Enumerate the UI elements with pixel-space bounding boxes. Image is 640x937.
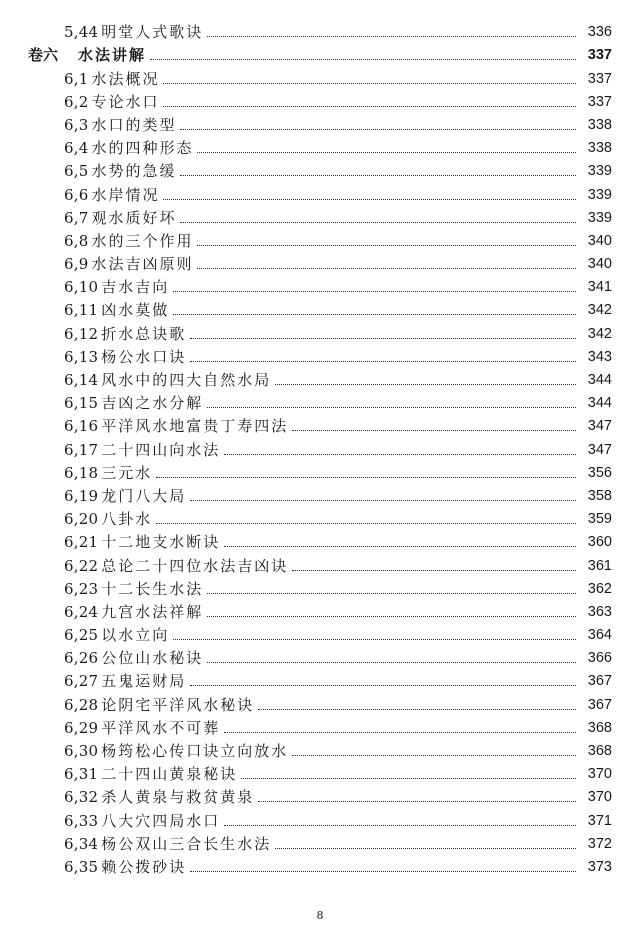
toc-entry-title: 杨公水口诀 bbox=[101, 347, 187, 366]
toc-entry-number: 6,17 bbox=[64, 440, 99, 459]
toc-entry-number: 6,14 bbox=[64, 371, 99, 389]
toc-entry-page: 370 bbox=[587, 766, 612, 783]
toc-entry-number: 6,2 bbox=[64, 92, 89, 111]
dot-leader bbox=[163, 82, 576, 84]
toc-entry-number: 6,11 bbox=[64, 301, 99, 320]
toc-section-entry bbox=[28, 18, 612, 41]
dot-leader bbox=[275, 847, 576, 849]
toc-section-entry bbox=[28, 528, 612, 551]
toc-entry-page: 336 bbox=[587, 24, 612, 41]
toc-section-entry bbox=[28, 667, 612, 690]
toc-entry-title: 公位山水秘诀 bbox=[101, 649, 204, 668]
toc-section-entry bbox=[28, 806, 612, 829]
toc-section-entry bbox=[28, 435, 612, 458]
toc-entry-title: 三元水 bbox=[101, 463, 153, 482]
toc-entry-page: 337 bbox=[587, 47, 612, 64]
toc-entry-page: 342 bbox=[587, 325, 612, 342]
toc-entry-number: 6,5 bbox=[64, 162, 89, 181]
toc-entry-page: 370 bbox=[587, 789, 612, 806]
page-number: 8 bbox=[316, 909, 324, 922]
dot-leader bbox=[207, 406, 576, 408]
toc-entry-number: 6,12 bbox=[64, 324, 99, 343]
toc-entry-number: 6,10 bbox=[64, 278, 99, 297]
toc-entry-number: 6,18 bbox=[64, 463, 99, 482]
toc-entry-page: 344 bbox=[587, 395, 612, 412]
toc-entry-page: 341 bbox=[587, 279, 612, 296]
toc-entry-page: 347 bbox=[587, 441, 612, 458]
toc-entry-number: 6,4 bbox=[64, 139, 89, 158]
toc-entry-title: 吉凶之水分解 bbox=[101, 394, 204, 413]
toc-entry-title: 以水立向 bbox=[101, 626, 170, 645]
toc-section-entry bbox=[28, 644, 612, 667]
dot-leader bbox=[207, 35, 576, 37]
toc-section-entry bbox=[28, 760, 612, 783]
toc-entry-page: 366 bbox=[587, 650, 612, 667]
dot-leader bbox=[173, 313, 576, 315]
toc-entry-title: 吉水吉向 bbox=[101, 278, 170, 297]
toc-section-entry bbox=[28, 180, 612, 203]
toc-entry-title: 龙门八大局 bbox=[101, 486, 187, 505]
dot-leader bbox=[292, 754, 576, 756]
toc-entry-title: 总论二十四位水法吉凶诀 bbox=[101, 556, 289, 575]
toc-entry-title: 水法概况 bbox=[91, 69, 160, 88]
dot-leader bbox=[224, 824, 576, 826]
toc-section-entry bbox=[28, 64, 612, 87]
toc-entry-title: 水口的类型 bbox=[91, 115, 177, 134]
toc-entry-page: 358 bbox=[587, 487, 612, 504]
toc-entry-page: 360 bbox=[587, 534, 612, 551]
toc-entry-number: 6,31 bbox=[64, 765, 99, 784]
toc-entry-title: 水的三个作用 bbox=[91, 231, 194, 250]
toc-entry-page: 337 bbox=[587, 93, 612, 110]
table-of-contents bbox=[28, 18, 612, 876]
dot-leader bbox=[173, 290, 576, 292]
dot-leader bbox=[224, 545, 576, 547]
dot-leader bbox=[190, 870, 576, 872]
toc-entry-title: 八卦水 bbox=[101, 510, 153, 529]
dot-leader bbox=[190, 684, 576, 686]
toc-entry-page: 347 bbox=[587, 418, 612, 435]
toc-entry-page: 359 bbox=[587, 511, 612, 528]
toc-entry-title: 二十四山向水法 bbox=[101, 440, 221, 459]
toc-entry-number: 卷六 bbox=[28, 46, 59, 65]
toc-section-entry bbox=[28, 598, 612, 621]
toc-section-entry bbox=[28, 505, 612, 528]
toc-entry-title: 明堂人式歌诀 bbox=[101, 23, 204, 42]
toc-section-entry bbox=[28, 319, 612, 342]
toc-entry-page: 363 bbox=[587, 603, 612, 620]
toc-entry-number: 6,27 bbox=[64, 672, 99, 691]
toc-entry-page: 362 bbox=[587, 580, 612, 597]
toc-section-entry bbox=[28, 690, 612, 713]
toc-entry-title: 水法吉凶原则 bbox=[91, 255, 194, 274]
toc-entry-number: 6,32 bbox=[64, 788, 99, 807]
toc-entry-title: 八大穴四局水口 bbox=[101, 811, 221, 830]
toc-section-entry bbox=[28, 134, 612, 157]
toc-entry-title: 观水质好坏 bbox=[91, 208, 177, 227]
toc-entry-page: 339 bbox=[587, 186, 612, 203]
toc-entry-number: 6,3 bbox=[64, 115, 89, 134]
toc-entry-page: 339 bbox=[587, 163, 612, 180]
toc-entry-title: 九宫水法祥解 bbox=[101, 602, 204, 621]
toc-section-entry bbox=[28, 88, 612, 111]
toc-entry-number: 6,16 bbox=[64, 417, 99, 436]
toc-entry-number: 6,33 bbox=[64, 811, 99, 830]
toc-entry-number: 6,20 bbox=[64, 510, 99, 529]
toc-section-entry bbox=[28, 366, 612, 389]
dot-leader bbox=[190, 337, 576, 339]
toc-entry-page: 339 bbox=[587, 209, 612, 226]
dot-leader bbox=[207, 615, 576, 617]
toc-entry-title: 杨筠松心传口诀立向放水 bbox=[101, 742, 289, 760]
toc-section-entry bbox=[28, 482, 612, 505]
toc-entry-page: 338 bbox=[587, 116, 612, 133]
toc-entry-title: 杨公双山三合长生水法 bbox=[101, 834, 272, 853]
toc-entry-page: 373 bbox=[587, 858, 612, 875]
toc-entry-page: 367 bbox=[587, 673, 612, 690]
toc-entry-title: 杀人黄泉与救贫黄泉 bbox=[101, 788, 255, 807]
toc-section-entry bbox=[28, 551, 612, 574]
toc-entry-number: 6,26 bbox=[64, 649, 99, 668]
toc-entry-page: 337 bbox=[587, 70, 612, 87]
toc-entry-number: 6,24 bbox=[64, 602, 99, 621]
toc-section-entry bbox=[28, 714, 612, 737]
toc-entry-page: 368 bbox=[587, 719, 612, 736]
dot-leader bbox=[156, 476, 576, 478]
toc-section-entry bbox=[28, 621, 612, 644]
dot-leader bbox=[150, 58, 576, 60]
toc-entry-number: 6,25 bbox=[64, 626, 99, 645]
toc-entry-page: 338 bbox=[587, 140, 612, 157]
toc-entry-number: 6,1 bbox=[64, 69, 89, 88]
toc-entry-number: 6,15 bbox=[64, 394, 99, 413]
toc-entry-page: 340 bbox=[587, 256, 612, 273]
toc-section-entry bbox=[28, 343, 612, 366]
dot-leader bbox=[224, 731, 576, 733]
toc-entry-page: 340 bbox=[587, 232, 612, 249]
toc-entry-page: 343 bbox=[587, 348, 612, 365]
dot-leader bbox=[224, 453, 576, 455]
dot-leader bbox=[180, 174, 576, 176]
toc-entry-page: 371 bbox=[587, 812, 612, 829]
toc-entry-number: 6,9 bbox=[64, 255, 89, 274]
toc-entry-title: 专论水口 bbox=[91, 92, 160, 111]
toc-entry-number: 6,34 bbox=[64, 834, 99, 853]
dot-leader bbox=[197, 151, 576, 153]
toc-section-entry bbox=[28, 459, 612, 482]
toc-section-entry bbox=[28, 830, 612, 853]
toc-entry-number: 6,7 bbox=[64, 208, 89, 227]
toc-entry-number: 6,13 bbox=[64, 347, 99, 366]
toc-entry-number: 6,30 bbox=[64, 742, 99, 760]
toc-entry-title: 风水中的四大自然水局 bbox=[101, 371, 272, 389]
dot-leader bbox=[207, 592, 576, 594]
toc-section-entry bbox=[28, 412, 612, 435]
dot-leader bbox=[258, 800, 576, 802]
toc-entry-title: 凶水莫做 bbox=[101, 301, 170, 320]
toc-entry-title: 十二长生水法 bbox=[101, 579, 204, 598]
dot-leader bbox=[258, 708, 576, 710]
toc-entry-title: 水岸情况 bbox=[91, 185, 160, 204]
dot-leader bbox=[163, 198, 576, 200]
toc-entry-number: 6,23 bbox=[64, 579, 99, 598]
dot-leader bbox=[156, 522, 576, 524]
toc-section-entry bbox=[28, 227, 612, 250]
toc-entry-number: 6,19 bbox=[64, 486, 99, 505]
toc-entry-title: 十二地支水断诀 bbox=[101, 533, 221, 552]
toc-section-entry bbox=[28, 273, 612, 296]
dot-leader bbox=[180, 221, 576, 223]
toc-section-entry bbox=[28, 783, 612, 806]
toc-section-entry bbox=[28, 575, 612, 598]
toc-entry-title: 五鬼运财局 bbox=[101, 672, 187, 691]
toc-entry-number: 6,6 bbox=[64, 185, 89, 204]
toc-entry-page: 364 bbox=[587, 627, 612, 644]
toc-entry-page: 361 bbox=[587, 557, 612, 574]
dot-leader bbox=[197, 244, 576, 246]
toc-section-entry bbox=[28, 737, 612, 760]
toc-entry-title: 论阴宅平洋风水秘诀 bbox=[101, 695, 255, 714]
dot-leader bbox=[207, 661, 576, 663]
toc-section-entry bbox=[28, 389, 612, 412]
toc-entry-title: 折水总诀歌 bbox=[101, 324, 187, 343]
toc-entry-title: 赖公拨砂诀 bbox=[101, 857, 187, 876]
toc-entry-page: 344 bbox=[587, 372, 612, 388]
toc-entry-number: 6,29 bbox=[64, 718, 99, 737]
toc-entry-title: 水势的急缓 bbox=[91, 162, 177, 181]
toc-section-entry bbox=[28, 853, 612, 876]
toc-entry-title: 水的四种形态 bbox=[91, 139, 194, 158]
toc-section-entry bbox=[28, 296, 612, 319]
toc-entry-number: 6,28 bbox=[64, 695, 99, 714]
toc-entry-number: 6,35 bbox=[64, 857, 99, 876]
dot-leader bbox=[197, 267, 576, 269]
toc-entry-number: 6,21 bbox=[64, 533, 99, 552]
dot-leader bbox=[190, 499, 576, 501]
toc-section-entry bbox=[28, 157, 612, 180]
toc-entry-number: 5,44 bbox=[64, 23, 99, 42]
dot-leader bbox=[173, 638, 576, 640]
toc-entry-number: 6,8 bbox=[64, 231, 89, 250]
toc-section-entry bbox=[28, 111, 612, 134]
dot-leader bbox=[241, 777, 576, 779]
toc-entry-page: 342 bbox=[587, 302, 612, 319]
toc-section-entry bbox=[28, 250, 612, 273]
dot-leader bbox=[292, 569, 576, 571]
toc-entry-title: 二十四山黄泉秘诀 bbox=[101, 765, 238, 784]
toc-entry-page: 368 bbox=[587, 743, 612, 759]
toc-entry-number: 6,22 bbox=[64, 556, 99, 575]
dot-leader bbox=[163, 105, 576, 107]
toc-chapter-entry bbox=[28, 41, 612, 64]
toc-entry-page: 367 bbox=[587, 696, 612, 713]
dot-leader bbox=[180, 128, 576, 130]
toc-entry-title: 平洋风水地富贵丁寿四法 bbox=[101, 417, 289, 436]
dot-leader bbox=[275, 383, 576, 385]
toc-entry-title: 水法讲解 bbox=[78, 46, 147, 65]
toc-section-entry bbox=[28, 204, 612, 227]
toc-entry-page: 356 bbox=[587, 464, 612, 481]
toc-entry-page: 372 bbox=[587, 835, 612, 852]
dot-leader bbox=[292, 429, 576, 431]
dot-leader bbox=[190, 360, 576, 362]
toc-entry-title: 平洋风水不可葬 bbox=[101, 718, 221, 737]
